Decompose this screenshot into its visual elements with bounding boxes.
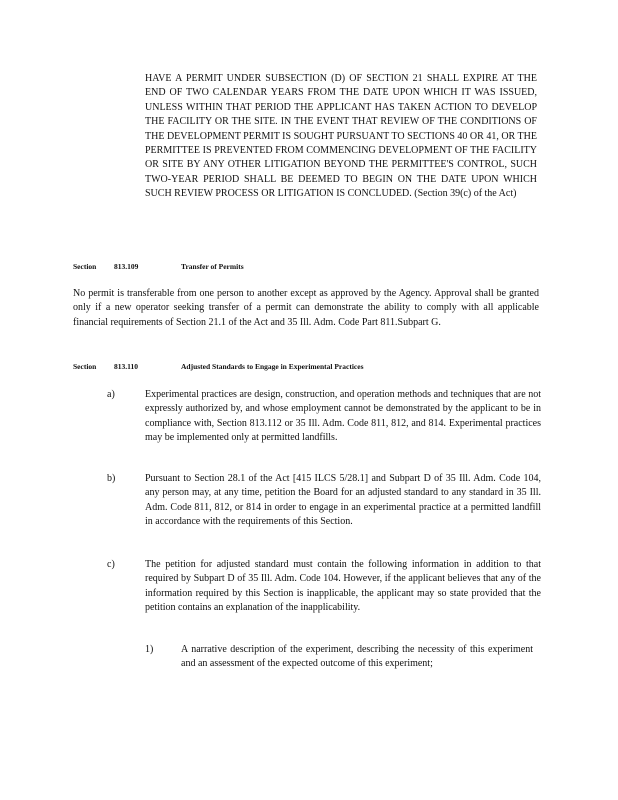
section-number: 813.109 bbox=[114, 262, 139, 271]
subitem-number-1: 1) bbox=[145, 644, 154, 655]
section-title: Transfer of Permits bbox=[181, 262, 244, 271]
item-text-b: Pursuant to Section 28.1 of the Act [415 ILCS 5/28.1] and Subpart D of 35 Ill. Adm. Code 104, any person may, at any time, petition the Board for an adjusted standard to any standard in 35 Ill. Adm. Code 811, 812, or 814 in order to engage in an experimental practice at a permitted landfill in accordance with the requirements of this Section. bbox=[145, 473, 541, 528]
section-label: Section bbox=[73, 262, 97, 271]
section-label: Section bbox=[73, 362, 97, 371]
statutory-paragraph: HAVE A PERMIT UNDER SUBSECTION (D) OF SECTION 21 SHALL EXPIRE AT THE END OF TWO CALENDAR YEARS FROM THE DATE UPON WHICH IT WAS ISSUED, UNLESS WITHIN THAT PERIOD THE APPLICANT HAS TAKEN ACTION TO DEVELOP THE FACILITY OR THE SITE. IN THE EVENT THAT REVIEW OF THE CONDITIONS OF THE DEVELOPMENT PERMIT IS SOUGHT PURSUANT TO SECTIONS 40 OR 41, OR THE PERMITTEE IS PREVENTED FROM COMMENCING DEVELOPMENT OF THE FACILITY OR SITE BY ANY OTHER LITIGATION BEYOND THE PERMITTEE'S CONTROL, SUCH TWO-YEAR PERIOD SHALL BE DEEMED TO BEGIN ON THE DATE UPON WHICH SUCH REVIEW PROCESS OR LITIGATION IS CONCLUDED. (Section 39(c) of the Act) bbox=[145, 73, 537, 200]
subitem-text-1: A narrative description of the experiment, describing the necessity of this experiment and an assessment of the expected outcome of this experiment; bbox=[181, 644, 533, 670]
item-text-a: Experimental practices are design, construction, and operation methods and techniques that are not expressly authorized by, and whose employment cannot be demonstrated by the applicant to be in compliance with, Section 813.112 or 35 Ill. Adm. Code 811, 812, and 814. Experimental practices may be implemented only at permitted landfills. bbox=[145, 389, 541, 444]
section-title: Adjusted Standards to Engage in Experimental Practices bbox=[181, 362, 364, 371]
item-letter-c: c) bbox=[107, 559, 115, 570]
item-letter-b: b) bbox=[107, 473, 116, 484]
item-text-c: The petition for adjusted standard must contain the following information in addition to that required by Subpart D of 35 Ill. Adm. Code 104. However, if the applicant believes that any of the information required by this Section is inapplicable, the applicant may so state provided that the petition contains an explanation of the inapplicability. bbox=[145, 559, 541, 614]
section-813-109-body: No permit is transferable from one person to another except as approved by the Agency. Approval shall be granted only if a new operator seeking transfer of a permit can demonstrate the ability to comply with all applicable financial requirements of Section 21.1 of the Act and 35 Ill. Adm. Code Part 811.Subpart G. bbox=[73, 288, 539, 328]
item-letter-a: a) bbox=[107, 389, 115, 400]
section-number: 813.110 bbox=[114, 362, 138, 371]
